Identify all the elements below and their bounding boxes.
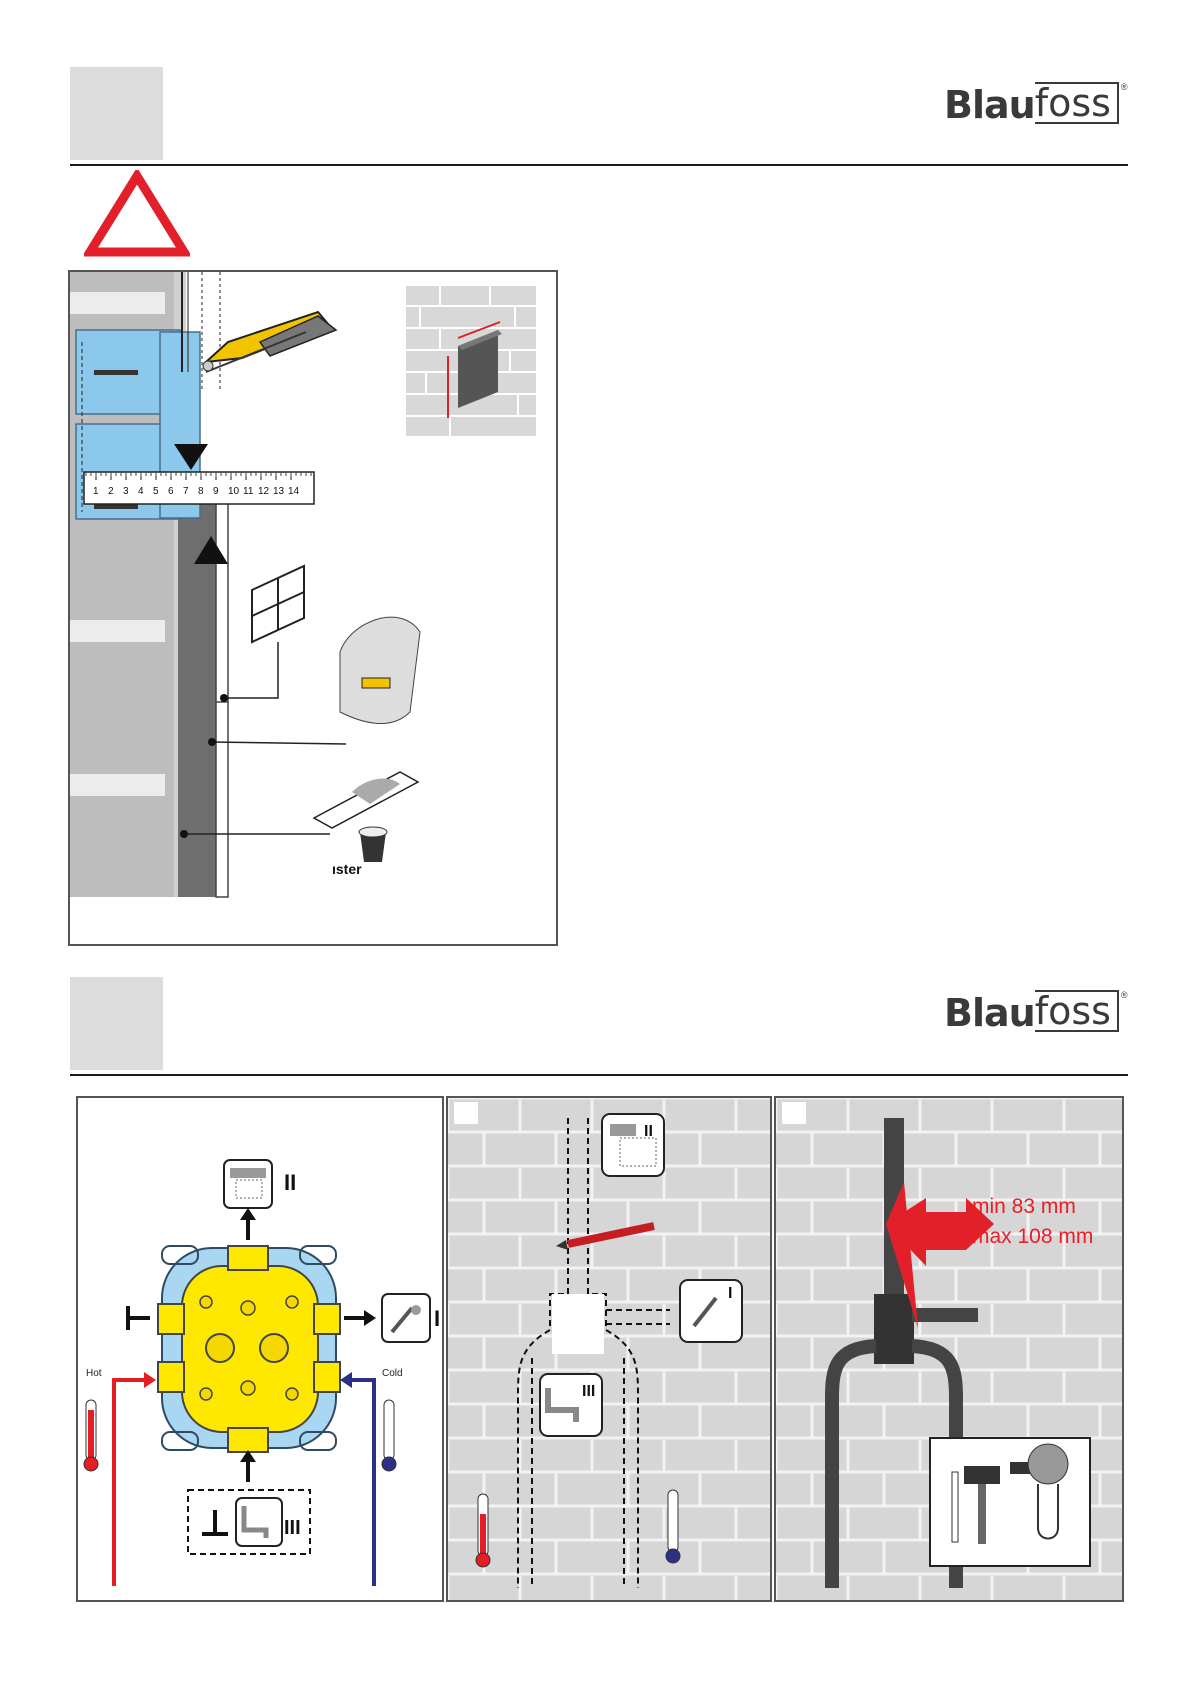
divider-rule-1 (70, 164, 1128, 166)
step-number-box-2 (70, 977, 163, 1070)
wall-niche-illustration (406, 286, 536, 436)
warning-triangle-icon (84, 170, 190, 258)
installation-diagram-panel (68, 270, 558, 946)
cold-thermometer-icon (382, 1400, 396, 1471)
ruler-tick-label: 5 (153, 486, 159, 497)
min-depth-label: min 83 mm (972, 1195, 1076, 1218)
valve-connection-panel (76, 1096, 444, 1602)
ruler-tick-label: 7 (183, 486, 189, 497)
outlet-ii-label: II (284, 1170, 297, 1195)
installation-depth-panel (774, 1096, 1124, 1602)
ruler-tick-label: 6 (168, 486, 174, 497)
hacksaw-icon (203, 312, 336, 372)
hand-shower-icon-b (680, 1280, 742, 1342)
bottom-stop-symbol-icon (202, 1510, 228, 1534)
mixing-valve-body (158, 1246, 340, 1452)
step-number-box-1 (70, 67, 163, 160)
hot-supply-pipe (114, 1380, 150, 1586)
ruler-tick-label: 13 (273, 486, 285, 497)
ruler-tick-label: 1 (93, 486, 99, 497)
ruler-icon (84, 472, 314, 504)
ruler-tick-label: 3 (123, 486, 129, 497)
pencil-icon (556, 1226, 654, 1250)
tiles-icon (220, 566, 304, 702)
ruler-tick-label: 9 (213, 486, 219, 497)
max-depth-label: max 108 mm (972, 1225, 1094, 1248)
bath-spout-icon-b (540, 1374, 602, 1436)
stop-symbol-icon (128, 1306, 150, 1330)
overhead-shower-icon (224, 1160, 272, 1208)
ruler-tick-label: 14 (288, 486, 300, 497)
hot-thermometer-icon-b (476, 1494, 490, 1567)
ruler-tick-label: 12 (258, 486, 270, 497)
ruler-tick-label: 4 (138, 486, 144, 497)
wall-routing-panel (446, 1096, 772, 1602)
cold-thermometer-icon-b (666, 1490, 680, 1563)
plaster-label: ıster (332, 861, 362, 877)
wall-section-illustration (70, 272, 556, 944)
hot-label: Hot (86, 1368, 102, 1379)
ruler-tick-label: 10 (228, 486, 240, 497)
cold-supply-pipe (346, 1380, 374, 1586)
ruler-tick-label: 2 (108, 486, 114, 497)
outlet-iii-label: III (284, 1517, 301, 1539)
hot-thermometer-icon (84, 1400, 98, 1471)
waterproofing-icon (208, 617, 420, 746)
ruler-tick-label: 11 (243, 486, 254, 497)
tools-inset (930, 1438, 1090, 1566)
svg-text:I: I (728, 1285, 733, 1302)
overhead-shower-icon-b (602, 1114, 664, 1176)
ruler-tick-label: 8 (198, 486, 204, 497)
hand-shower-icon (382, 1294, 430, 1342)
divider-rule-2 (70, 1074, 1128, 1076)
svg-text:III: III (582, 1383, 596, 1400)
outlet-i-label: I (434, 1306, 441, 1331)
bath-spout-icon (236, 1498, 282, 1546)
svg-text:II: II (644, 1123, 653, 1140)
brand-logo-1: Blau foss ® (944, 81, 1128, 127)
brand-logo-2: Blau foss ® (944, 989, 1128, 1035)
cold-label: Cold (382, 1368, 403, 1379)
